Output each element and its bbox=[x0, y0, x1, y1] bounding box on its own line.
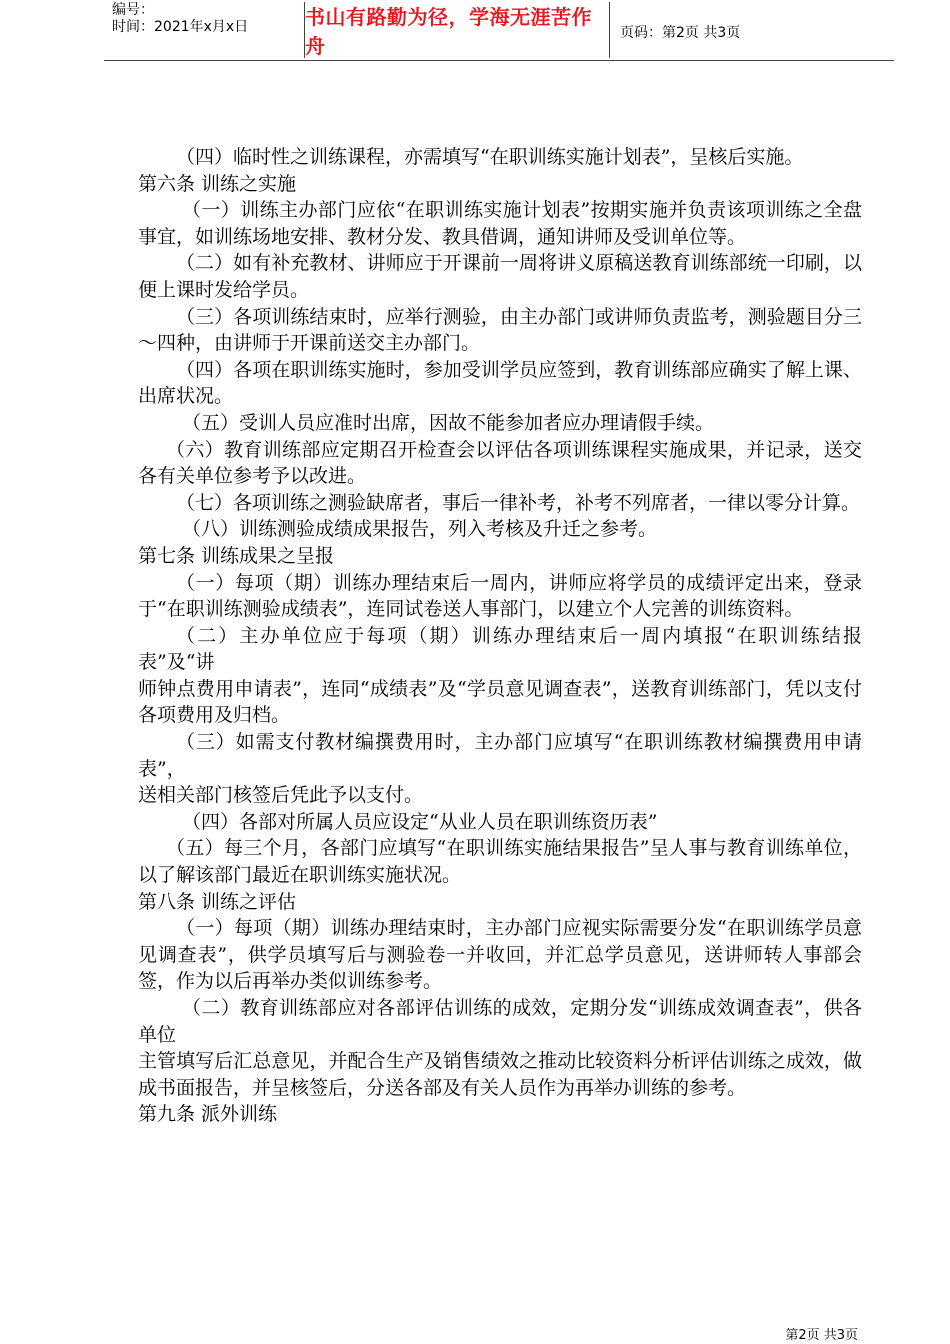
page-header bbox=[104, 2, 894, 60]
article-heading-or-line: 送相关部门核签后凭此予以支付。 bbox=[138, 784, 424, 807]
paragraph: （二）主办单位应于每项（期）训练办理结束后一周内填报“在职训练结报表”及“讲 bbox=[138, 624, 862, 674]
article-heading-or-line: 主管填写后汇总意见，并配合生产及销售绩效之推动比较资料分析评估训练之成效，做成书面报告，并呈核签后，分送各部及有关人员作为再举办训练的参考。 bbox=[138, 1050, 862, 1099]
paragraph: （四）各项在职训练实施时，参加受训学员应签到，教育训练部应确实了解上课、出席状况。 bbox=[138, 358, 862, 408]
paragraph: （五）每三个月，各部门应填写“在职训练实施结果报告”呈人事与教育训练单位，以了解该部门最近在职训练实施状况。 bbox=[138, 837, 862, 887]
paragraph: （三）如需支付教材编撰费用时，主办部门应填写“在职训练教材编撰费用申请表”， bbox=[138, 731, 862, 780]
paragraph: （六）教育训练部应定期召开检查会以评估各项训练课程实施成果，并记录，送交各有关单位参考予以改进。 bbox=[138, 438, 862, 488]
header-meta bbox=[112, 2, 302, 58]
paragraph: （二）如有补充教材、讲师应于开课前一周将讲义原稿送教育训练部统一印刷，以便上课时发给学员。 bbox=[138, 252, 862, 301]
paragraph: （一）每项（期）训练办理结束后一周内，讲师应将学员的成绩评定出来，登录于“在职训练测验成绩表”，连同试卷送人事部门，以建立个人完善的训练资料。 bbox=[138, 571, 862, 621]
document-body bbox=[138, 144, 862, 1128]
article-heading-or-line: 第八条 训练之评估 bbox=[138, 890, 297, 913]
paragraph: （四）各部对所属人员应设定“从业人员在职训练资历表” bbox=[182, 810, 658, 833]
header-divider bbox=[104, 60, 894, 61]
header-page-number: 页码：第2页 共3页 bbox=[620, 25, 741, 41]
paragraph: （四）临时性之训练课程，亦需填写“在职训练实施计划表”，呈核后实施。 bbox=[176, 146, 804, 168]
paragraph: （一）训练主办部门应依“在职训练实施计划表”按期实施并负责该项训练之全盘事宜，如训练场地安排、教材分发、教具借调，通知讲师及受训单位等。 bbox=[138, 199, 862, 248]
article-heading-or-line: 第九条 派外训练 bbox=[138, 1103, 278, 1126]
article-heading-or-line: 第六条 训练之实施 bbox=[138, 172, 297, 195]
paragraph: （五）受训人员应准时出席，因故不能参加者应办理请假手续。 bbox=[182, 411, 715, 434]
header-motto: 书山有路勤为径，学海无涯苦作舟 bbox=[304, 2, 610, 58]
date-label: 时间：2021年x月x日 bbox=[112, 19, 249, 35]
article-heading-or-line: 第七条 训练成果之呈报 bbox=[138, 544, 335, 567]
article-heading-or-line: 师钟点费用申请表”，连同“成绩表”及“学员意见调查表”，送教育训练部门，凭以支付各项费用及归档。 bbox=[138, 677, 862, 727]
paragraph: （三）各项训练结束时，应举行测验，由主办部门或讲师负责监考，测验题目分三～四种，由讲师于开课前送交主办部门。 bbox=[138, 305, 862, 355]
paragraph: （一）每项（期）训练办理结束时，主办部门应视实际需要分发“在职训练学员意见调查表”，供学员填写后与测验卷一并收回，并汇总学员意见，送讲师转人事部会签，作为以后再举办类似训练参考。 bbox=[138, 917, 862, 993]
serial-label: 编号： bbox=[112, 2, 154, 18]
footer-page-number: 第2页 共3页 bbox=[785, 1328, 858, 1343]
paragraph: （八）训练测验成绩成果报告，列入考核及升迁之参考。 bbox=[182, 518, 658, 541]
paragraph: （二）教育训练部应对各部评估训练的成效，定期分发“训练成效调查表”，供各单位 bbox=[138, 997, 862, 1046]
paragraph: （七）各项训练之测验缺席者，事后一律补考，补考不列席者，一律以零分计算。 bbox=[176, 491, 861, 514]
